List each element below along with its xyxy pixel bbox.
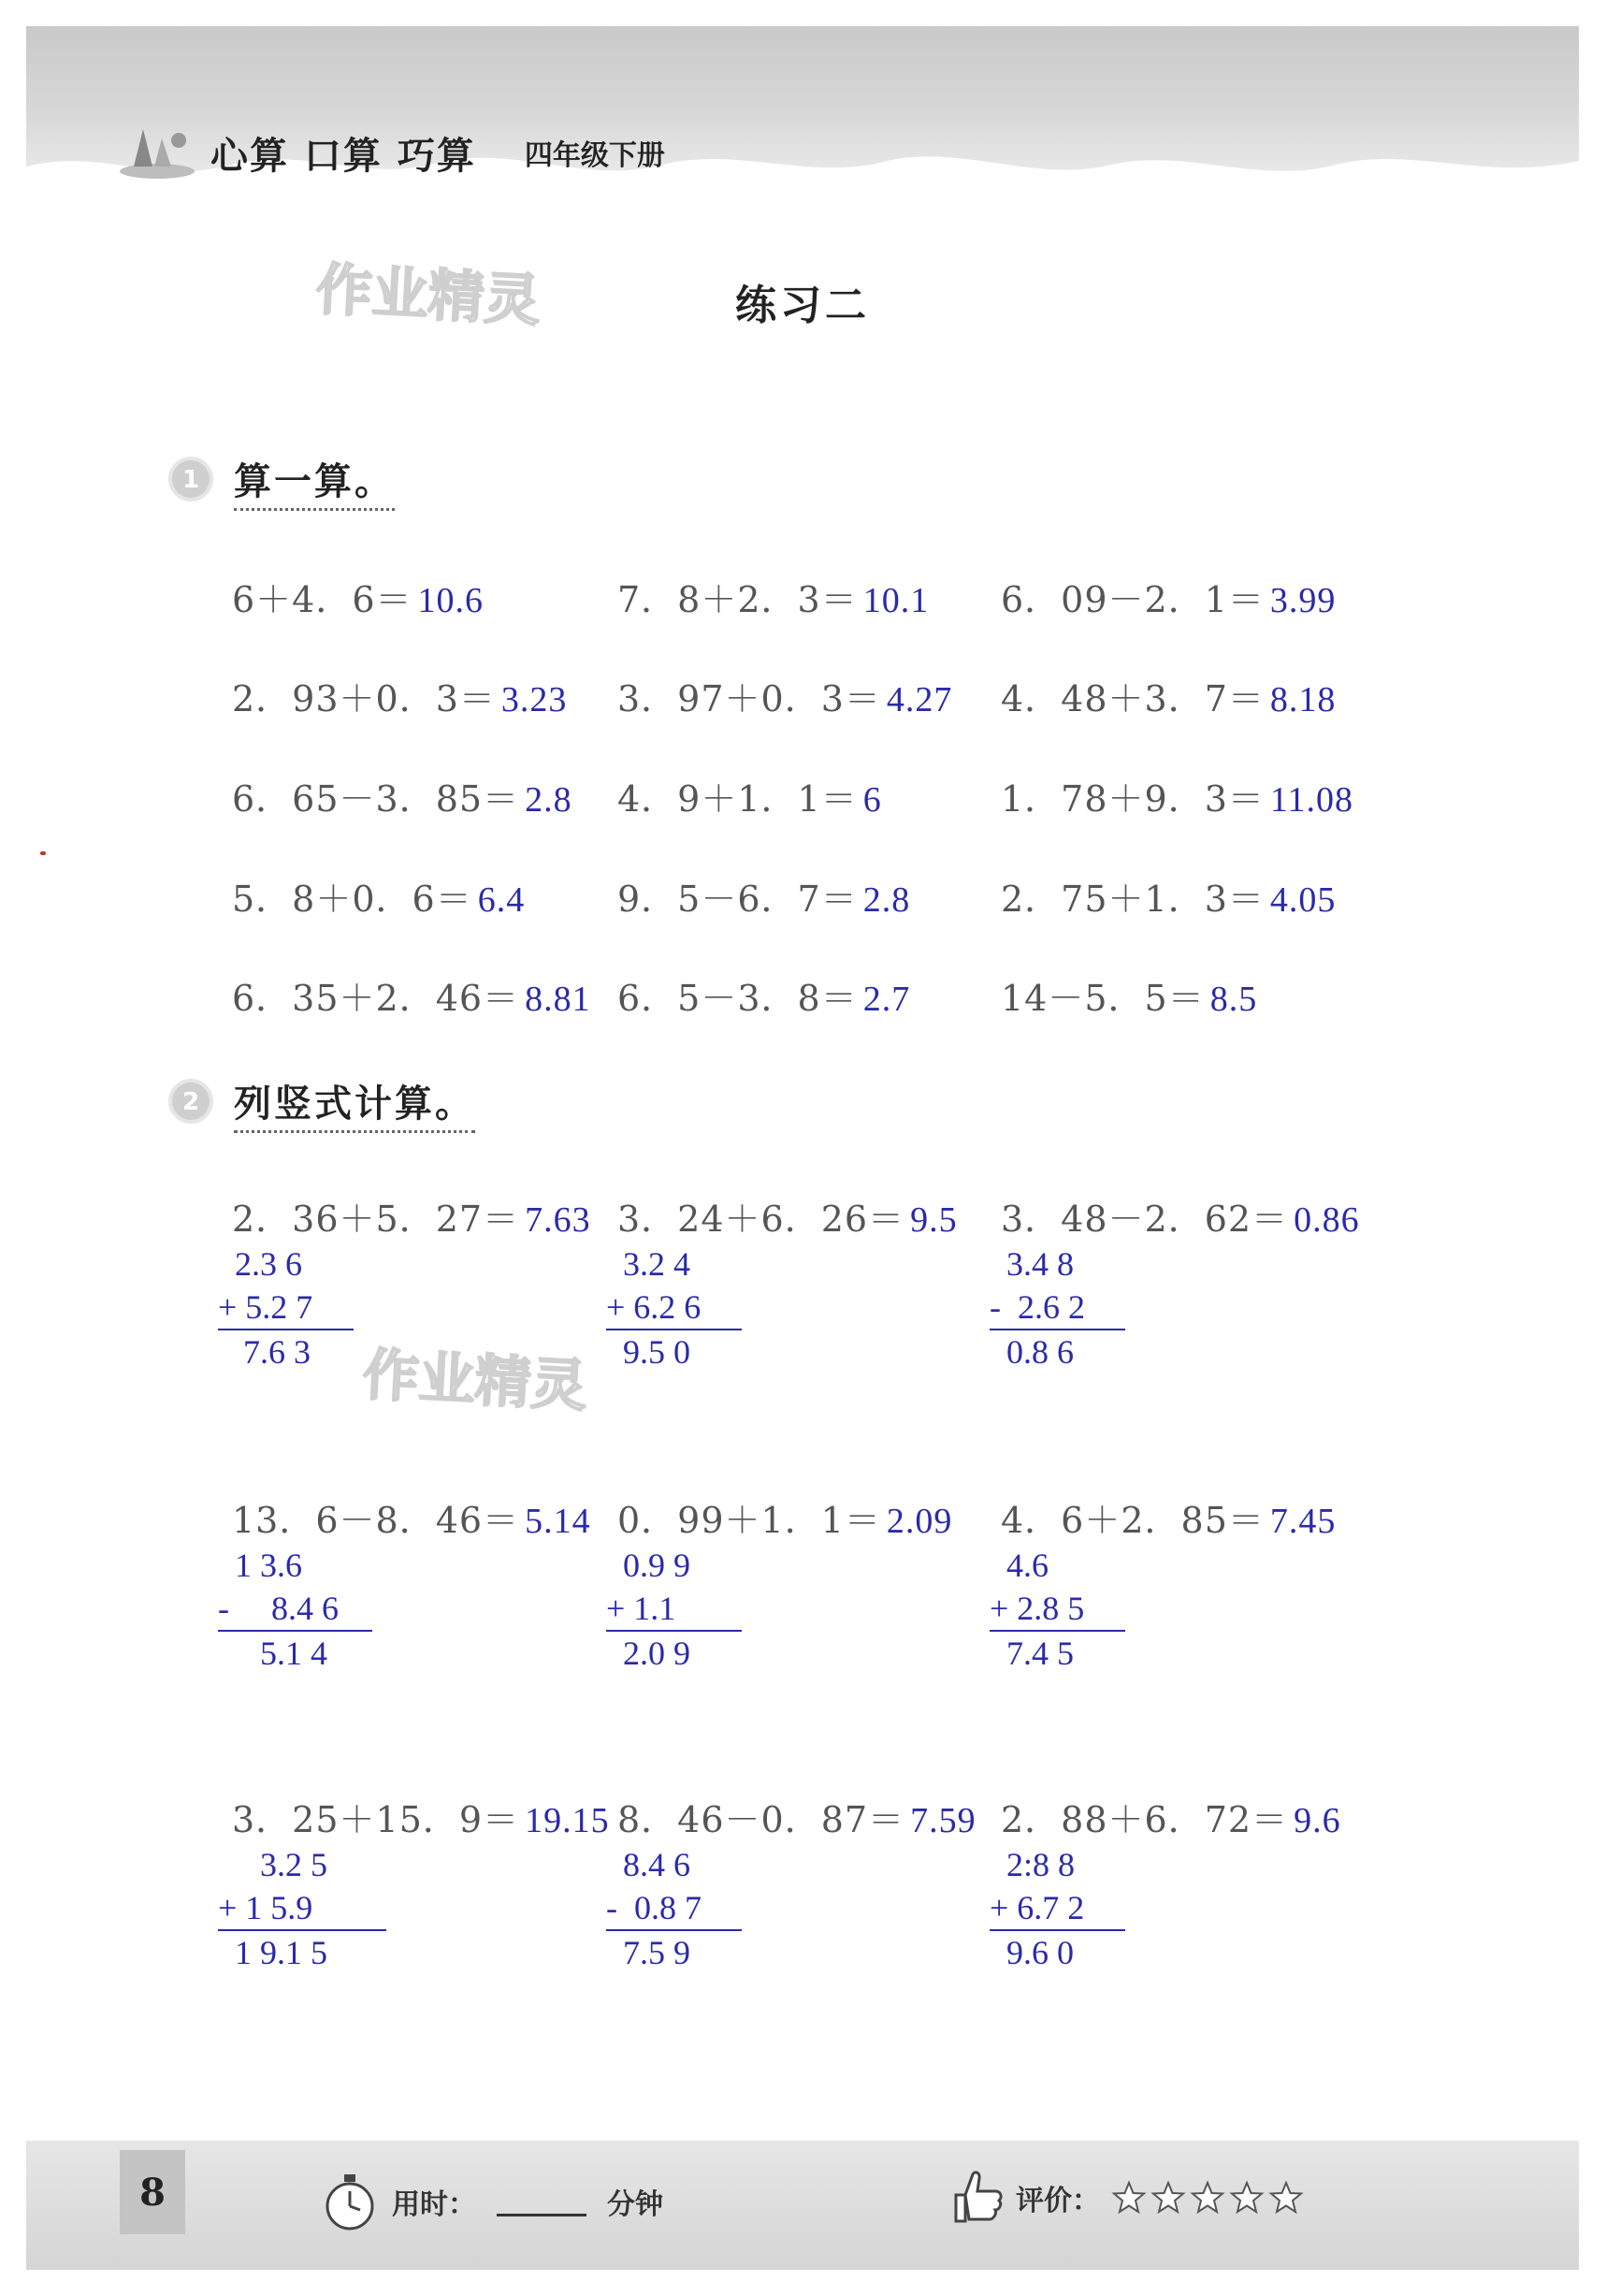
equation-answer: 0.86 xyxy=(1294,1200,1360,1240)
vertical-second-operand: + 6.2 6 xyxy=(606,1288,702,1326)
vertical-result: 0.8 6 xyxy=(990,1333,1074,1371)
equation xyxy=(1001,670,1336,721)
equation-answer: 19.15 xyxy=(525,1801,610,1840)
watermark: 作业精灵 xyxy=(314,256,543,335)
section-1-heading xyxy=(166,452,395,505)
number-2-badge-icon xyxy=(166,1077,215,1126)
star-icon[interactable] xyxy=(1111,2180,1147,2216)
vertical-result: 9.6 0 xyxy=(990,1934,1074,1971)
equation-expression: 4．48＋3．7＝ xyxy=(1001,678,1265,719)
vertical-result: 1 9.1 5 xyxy=(218,1934,327,1971)
equation-expression: 2．75＋1．3＝ xyxy=(1001,879,1265,920)
equation-expression: 5．8＋0．6＝ xyxy=(232,879,472,920)
page-title: 练习二 xyxy=(735,282,870,329)
equation-expression: 7．8＋2．3＝ xyxy=(617,579,858,620)
vertical-result: 2.0 9 xyxy=(606,1635,690,1672)
problem-equation xyxy=(617,1491,952,1543)
equation-expression: 2．93＋0．3＝ xyxy=(232,678,496,719)
vertical-second-operand: + 5.2 7 xyxy=(218,1288,313,1326)
svg-text:2: 2 xyxy=(181,1087,200,1116)
section-2-heading xyxy=(166,1074,475,1127)
star-icon[interactable] xyxy=(1190,2180,1225,2216)
vertical-result: 5.1 4 xyxy=(218,1635,327,1672)
vertical-result: 7.4 5 xyxy=(990,1635,1074,1672)
equation-expression: 2．88＋6．72＝ xyxy=(1001,1799,1289,1840)
vertical-top-operand: 2.3 6 xyxy=(218,1245,302,1283)
equation xyxy=(1001,770,1353,821)
stopwatch-icon xyxy=(321,2169,379,2234)
vertical-second-operand: + 6.7 2 xyxy=(990,1889,1085,1926)
equation xyxy=(232,670,567,721)
vertical-top-operand: 3.2 4 xyxy=(606,1245,690,1283)
equation-answer: 7.59 xyxy=(910,1801,977,1840)
equation-expression: 8．46－0．87＝ xyxy=(617,1799,905,1840)
svg-text:1: 1 xyxy=(181,465,200,494)
thumbs-up-icon xyxy=(952,2169,1005,2227)
vertical-top-operand: 4.6 xyxy=(990,1547,1049,1584)
equation-expression: 6．09－2．1＝ xyxy=(1001,579,1265,620)
book-logo-icon xyxy=(115,120,199,185)
problem-equation xyxy=(1001,1491,1336,1543)
equation xyxy=(232,969,591,1021)
equation-answer: 4.27 xyxy=(886,680,953,719)
vertical-calculation xyxy=(990,1242,1125,1373)
equation-answer: 9.5 xyxy=(910,1200,958,1240)
problem-equation xyxy=(1001,1791,1341,1842)
equation-expression: 6．65－3．85＝ xyxy=(232,778,520,820)
vertical-second-operand: + 2.8 5 xyxy=(990,1590,1085,1627)
equation xyxy=(1001,571,1336,622)
rating-label: 评价： xyxy=(1016,2185,1100,2217)
equation-answer: 8.18 xyxy=(1269,680,1337,719)
equation-expression: 4．9＋1．1＝ xyxy=(617,778,858,820)
equation-expression: 2．36＋5．27＝ xyxy=(232,1199,520,1240)
problem-equation xyxy=(1001,1190,1360,1242)
vertical-calculation xyxy=(606,1242,742,1373)
watermark: 作业精灵 xyxy=(361,1342,589,1420)
equation xyxy=(617,870,910,922)
page-number: 8 xyxy=(120,2150,185,2234)
vertical-calculation xyxy=(218,1242,354,1373)
star-icon[interactable] xyxy=(1268,2180,1304,2216)
equation-answer: 6 xyxy=(862,780,882,820)
equation-answer: 2.8 xyxy=(862,880,911,920)
equation-expression: 1．78＋9．3＝ xyxy=(1001,778,1265,820)
equation-answer: 10.1 xyxy=(862,581,930,620)
vertical-top-operand: 3.4 8 xyxy=(990,1245,1074,1283)
equation-expression: 3．24＋6．26＝ xyxy=(617,1199,905,1240)
equation-expression: 0．99＋1．1＝ xyxy=(617,1500,881,1541)
equation xyxy=(232,571,484,622)
vertical-calculation xyxy=(990,1544,1125,1675)
equation-expression: 14－5．5＝ xyxy=(1001,978,1205,1019)
equation xyxy=(617,969,910,1021)
equation-answer: 2.8 xyxy=(525,780,572,820)
vertical-calculation xyxy=(218,1843,386,1974)
workbook-page xyxy=(26,26,1579,2270)
equation xyxy=(1001,870,1336,922)
vertical-second-operand: - 8.4 6 xyxy=(218,1590,339,1627)
vertical-second-operand: + 1 5.9 xyxy=(218,1889,313,1926)
problem-equation xyxy=(232,1190,591,1242)
equation-answer: 9.6 xyxy=(1294,1801,1341,1840)
vertical-calculation xyxy=(218,1544,372,1675)
vertical-top-operand: 8.4 6 xyxy=(606,1846,690,1883)
equation xyxy=(617,670,952,721)
equation-expression: 6．5－3．8＝ xyxy=(617,978,858,1019)
equation-answer: 8.5 xyxy=(1209,980,1258,1019)
equation-answer: 7.45 xyxy=(1269,1502,1337,1541)
vertical-result: 9.5 0 xyxy=(606,1333,690,1371)
equation-answer: 5.14 xyxy=(525,1502,591,1541)
problem-equation xyxy=(232,1791,610,1842)
equation-expression: 3．48－2．62＝ xyxy=(1001,1199,1289,1240)
problem-equation xyxy=(617,1791,977,1842)
vertical-result: 7.6 3 xyxy=(218,1333,311,1371)
equation-answer: 11.08 xyxy=(1269,780,1353,820)
equation-answer: 3.23 xyxy=(500,680,568,719)
section-2-label: 列竖式计算。 xyxy=(234,1083,475,1126)
equation-expression: 9．5－6．7＝ xyxy=(617,879,858,920)
problem-equation xyxy=(232,1491,591,1543)
vertical-second-operand: + 1.1 xyxy=(606,1590,676,1627)
equation-expression: 3．25＋15．9＝ xyxy=(232,1799,520,1840)
equation-answer: 8.81 xyxy=(525,980,591,1019)
equation-expression: 13．6－8．46＝ xyxy=(232,1500,520,1541)
equation-expression: 3．97＋0．3＝ xyxy=(617,678,881,719)
time-blank[interactable] xyxy=(497,2187,586,2216)
equation xyxy=(617,770,882,821)
equation xyxy=(1001,969,1257,1021)
vertical-calculation xyxy=(990,1843,1125,1974)
equation-answer: 10.6 xyxy=(417,581,485,620)
equation xyxy=(232,870,525,922)
footer-band xyxy=(26,2141,1579,2270)
book-title: 心算 口算 巧算 xyxy=(210,134,476,178)
problem-equation xyxy=(617,1190,958,1242)
equation-answer: 7.63 xyxy=(525,1200,591,1240)
equation-expression: 6．35＋2．46＝ xyxy=(232,978,520,1019)
section-1-label: 算一算。 xyxy=(234,460,395,503)
section-2-underline xyxy=(234,1127,475,1133)
equation-answer: 6.4 xyxy=(477,880,526,920)
number-1-badge-icon xyxy=(166,455,215,503)
equation-expression: 6＋4．6＝ xyxy=(232,579,412,620)
vertical-top-operand: 3.2 5 xyxy=(218,1846,327,1883)
section-1-underline xyxy=(234,505,395,511)
vertical-second-operand: - 0.8 7 xyxy=(606,1889,702,1926)
rating-stars xyxy=(1111,2180,1304,2216)
grade-label: 四年级下册 xyxy=(524,139,665,172)
equation-expression: 4．6＋2．85＝ xyxy=(1001,1500,1265,1541)
vertical-second-operand: - 2.6 2 xyxy=(990,1288,1085,1326)
equation-answer: 2.7 xyxy=(862,980,911,1019)
equation xyxy=(232,770,572,821)
star-icon[interactable] xyxy=(1150,2180,1186,2216)
vertical-result: 7.5 9 xyxy=(606,1934,690,1971)
vertical-top-operand: 2:8 8 xyxy=(990,1846,1076,1883)
stray-mark xyxy=(40,851,46,855)
equation xyxy=(617,571,929,622)
vertical-calculation xyxy=(606,1843,742,1974)
book-brand xyxy=(115,120,665,185)
time-unit: 分钟 xyxy=(607,2188,663,2221)
time-label: 用时： xyxy=(392,2188,476,2221)
equation-answer: 3.99 xyxy=(1269,581,1337,620)
equation-answer: 2.09 xyxy=(886,1502,953,1541)
equation-answer: 4.05 xyxy=(1269,880,1337,920)
vertical-top-operand: 1 3.6 xyxy=(218,1547,302,1584)
rating-field xyxy=(952,2169,1304,2227)
time-spent-field xyxy=(321,2169,663,2234)
vertical-top-operand: 0.9 9 xyxy=(606,1547,690,1584)
vertical-calculation xyxy=(606,1544,742,1675)
star-icon[interactable] xyxy=(1229,2180,1265,2216)
